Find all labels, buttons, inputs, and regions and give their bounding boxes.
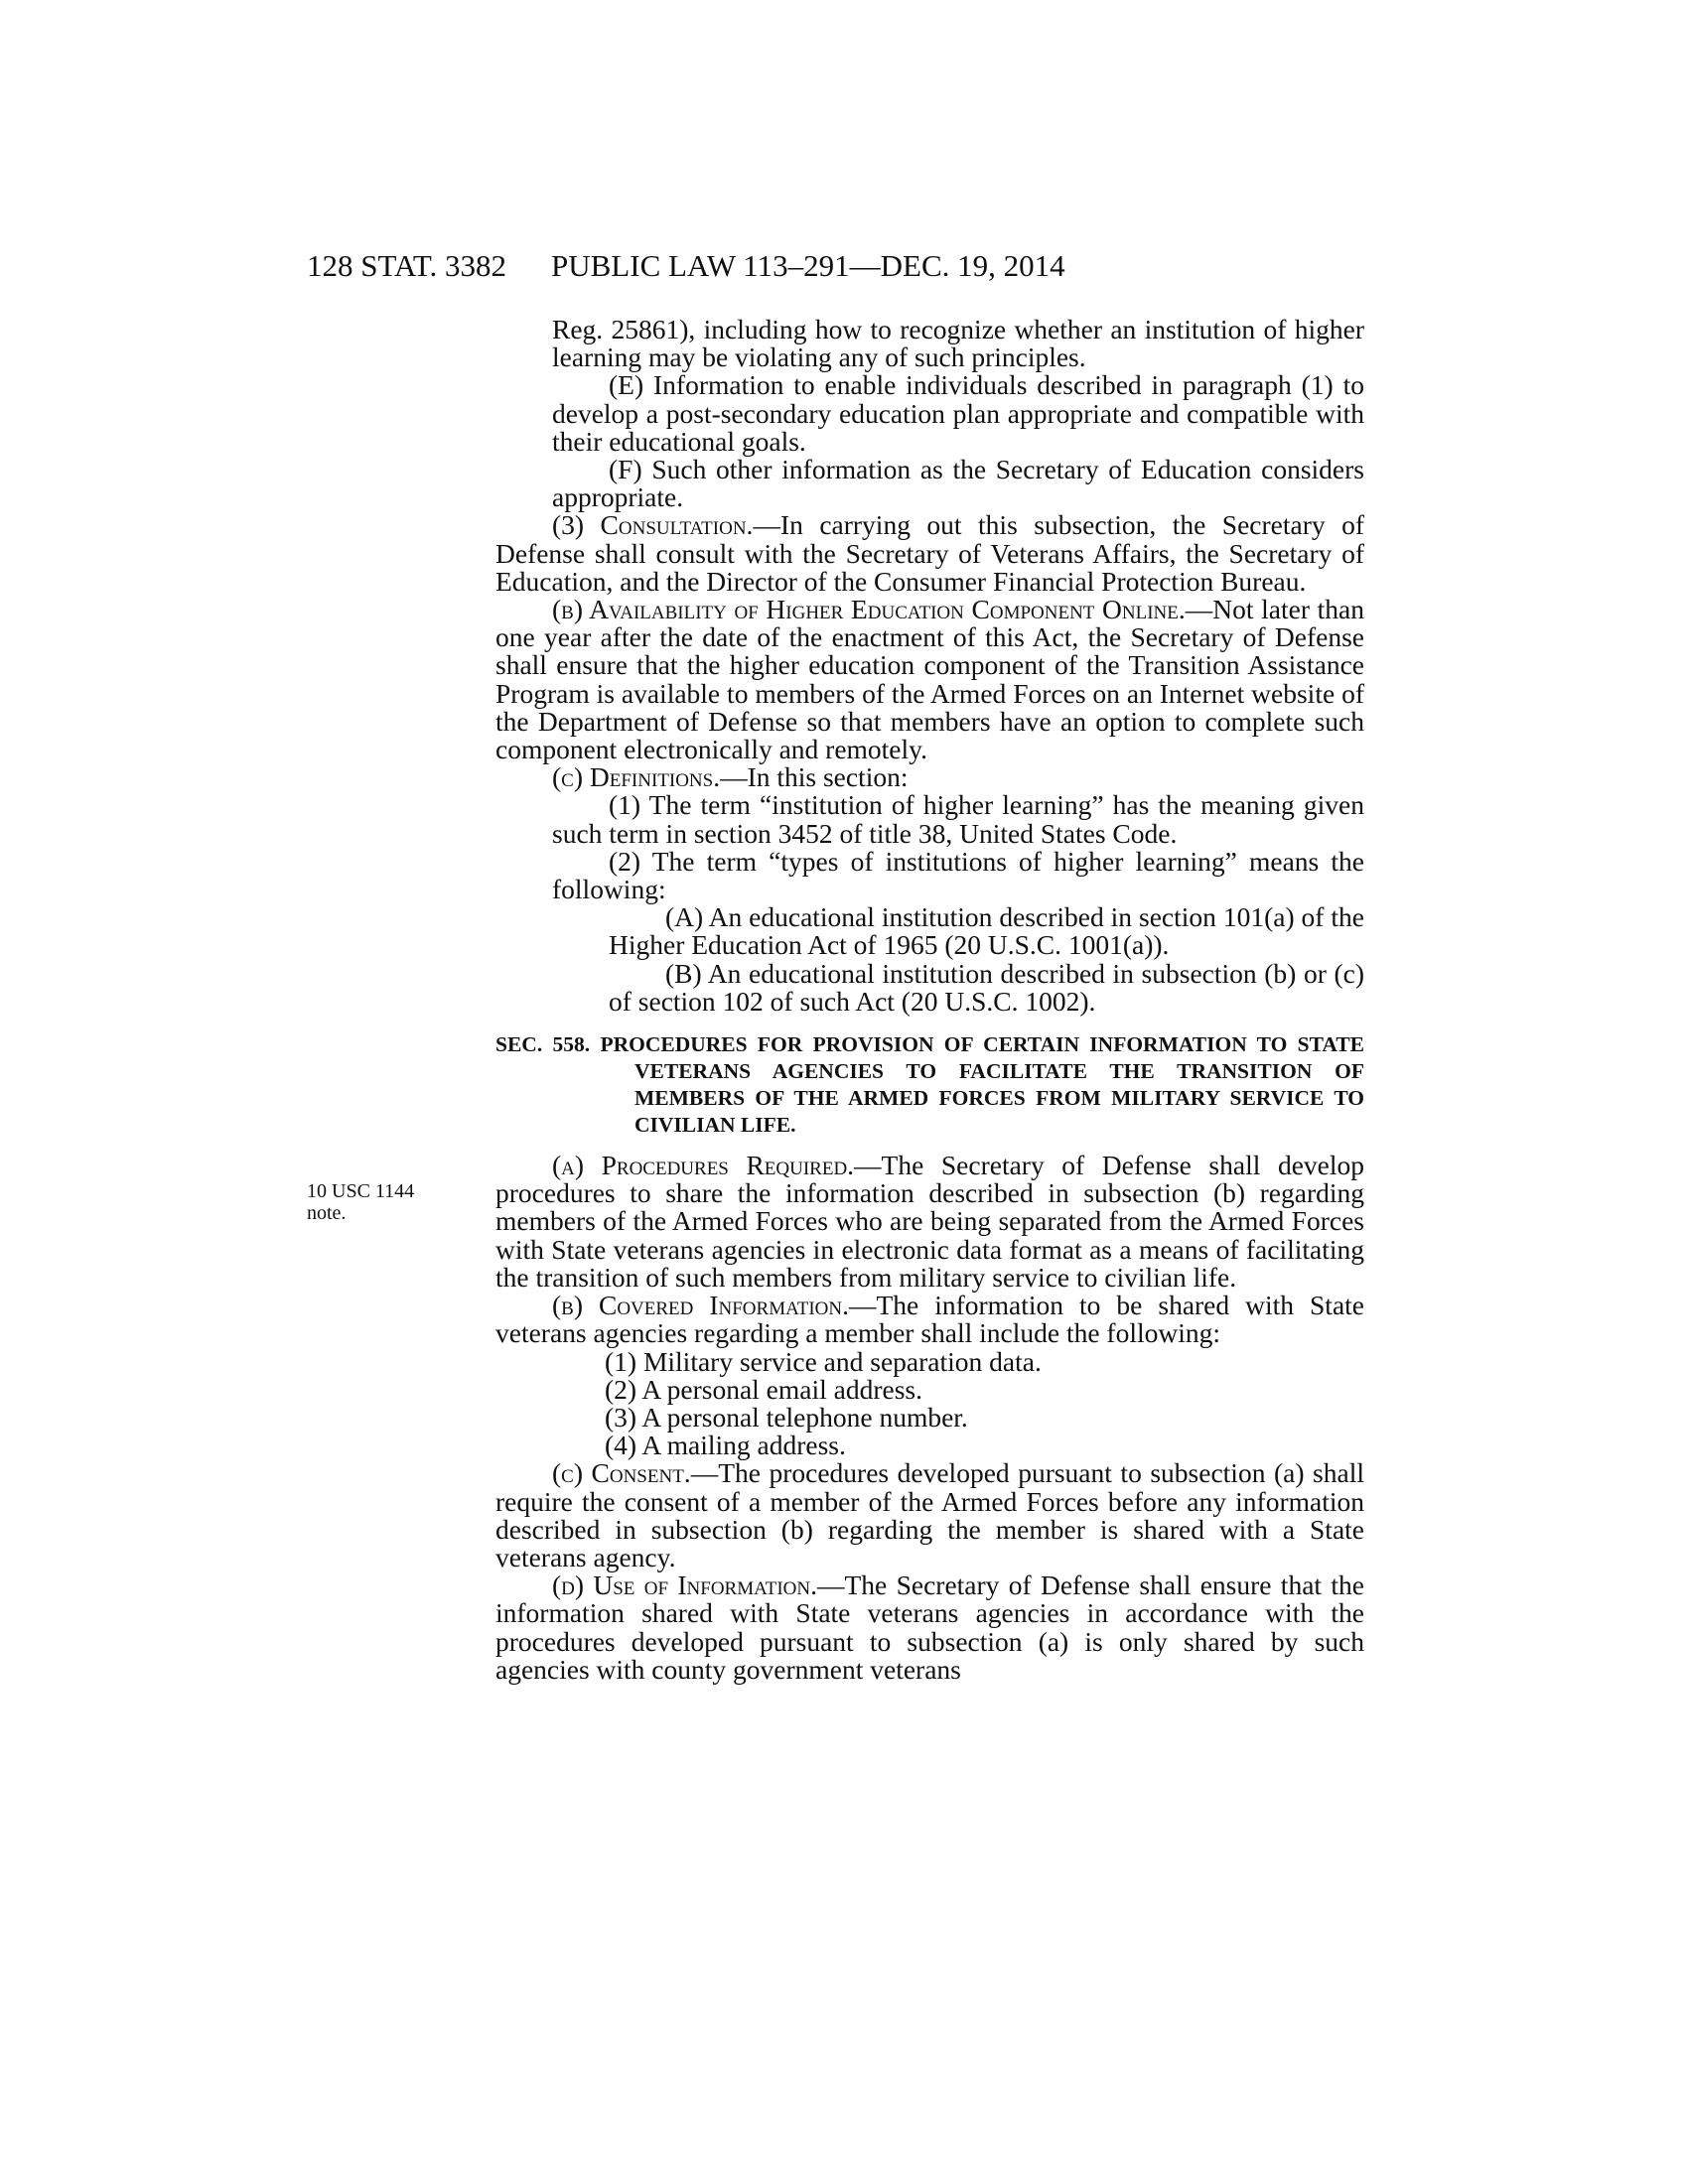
margin-note-citation: 10 USC 1144 — [307, 1180, 415, 1202]
covered-item-3: (3) A personal telephone number. — [605, 1401, 968, 1433]
online-text: —Not later than one year after the date of the enactment of this Act, the Secretary of Defense shall ensure that the higher education component of the Transition Assistance Program is available to members of the Armed Forces on an Internet website of the Department of Defense so that members have an option to complete such component electronically and remotely. — [495, 594, 1364, 765]
section-heading: SEC. 558. PROCEDURES FOR PROVISION OF CERTAIN INFORMATION TO STATE VETERANS AGENCIES TO FACILITATE THE TRANSITION OF MEMBERS OF THE ARMED FORCES FROM MILITARY SERVICE TO CIVILIAN LIFE. — [495, 1032, 1364, 1138]
covered-text: —The information to be shared with State veterans agencies regarding a member shall include the following: — [495, 1290, 1364, 1349]
paragraph-f: (F) Such other information as the Secretary of Education considers appropriate. — [552, 454, 1364, 513]
subsection-d-use — [495, 1571, 1364, 1684]
stat-reference: 128 STAT. 3382 — [307, 248, 507, 283]
use-text: —The Secretary of Defense shall ensure that the information shared with State veterans agencies in accordance with the procedures developed pursuant to subsection (a) is only shared by such agencies with county government veterans — [495, 1570, 1364, 1685]
subsection-a-procedures — [495, 1152, 1364, 1292]
margin-note — [307, 1180, 446, 1224]
covered-item-2: (2) A personal email address. — [605, 1373, 922, 1405]
running-title: PUBLIC LAW 113–291—DEC. 19, 2014 — [551, 248, 1065, 283]
covered-item-1: (1) Military service and separation data. — [605, 1345, 1042, 1377]
paragraph-consultation — [495, 511, 1364, 596]
covered-heading: (b) Covered Information. — [552, 1290, 849, 1321]
consultation-text: —In carrying out this subsection, the Secretary of Defense shall consult with the Secretary of Veterans Affairs, the Secretary of Education, and the Director of the Consumer Financial Protection Bureau. — [495, 509, 1364, 597]
procedures-text: —The Secretary of Defense shall develop procedures to share the information described in subsection (b) regarding members of the Armed Forces who are being separated from the Armed Forces with State veterans agencies in electronic data format as a means of facilitating the transition of such members from military service to civilian life. — [495, 1150, 1364, 1293]
definition-2: (2) The term “types of institutions of higher learning” means the following: — [552, 845, 1364, 905]
subsection-b-covered — [495, 1292, 1364, 1347]
online-heading: (b) Availability of Higher Education Component Online. — [552, 594, 1186, 625]
margin-note-suffix: note. — [307, 1202, 347, 1224]
consultation-heading: (3) Consultation. — [552, 509, 754, 541]
text-column — [495, 316, 1364, 1684]
subsection-c-consent — [495, 1459, 1364, 1571]
paragraph-e: (E) Information to enable individuals described in paragraph (1) to develop a post-secondary education plan appropriate and compatible with their educational goals. — [552, 369, 1364, 457]
definitions-text: —In this section: — [720, 761, 909, 793]
consent-heading: (c) Consent. — [552, 1457, 691, 1489]
procedures-heading: (a) Procedures Required. — [552, 1150, 855, 1181]
definition-2b: (B) An educational institution described in subsection (b) or (c) of section 102 of such Act (20 U.S.C. 1002). — [609, 957, 1364, 1017]
covered-item-4: (4) A mailing address. — [605, 1430, 846, 1461]
definition-1: (1) The term “institution of higher learning” has the meaning given such term in section 3452 of title 38, United States Code. — [552, 789, 1364, 849]
use-heading: (d) Use of Information. — [552, 1570, 817, 1601]
continued-paragraph: Reg. 25861), including how to recognize whether an institution of higher learning may be violating any of such principles. — [552, 314, 1364, 373]
consent-text: —The procedures developed pursuant to subsection (a) shall require the consent of a member of the Armed Forces before any information described in subsection (b) regarding the member is shared with a State veterans agency. — [495, 1457, 1364, 1572]
subsection-b-online — [495, 596, 1364, 763]
definition-2a: (A) An educational institution described in section 101(a) of the Higher Education Act of 1965 (20 U.S.C. 1001(a)). — [609, 901, 1364, 961]
subsection-c-definitions — [495, 763, 1364, 791]
definitions-heading: (c) Definitions. — [552, 761, 721, 793]
page-header — [0, 248, 1688, 288]
